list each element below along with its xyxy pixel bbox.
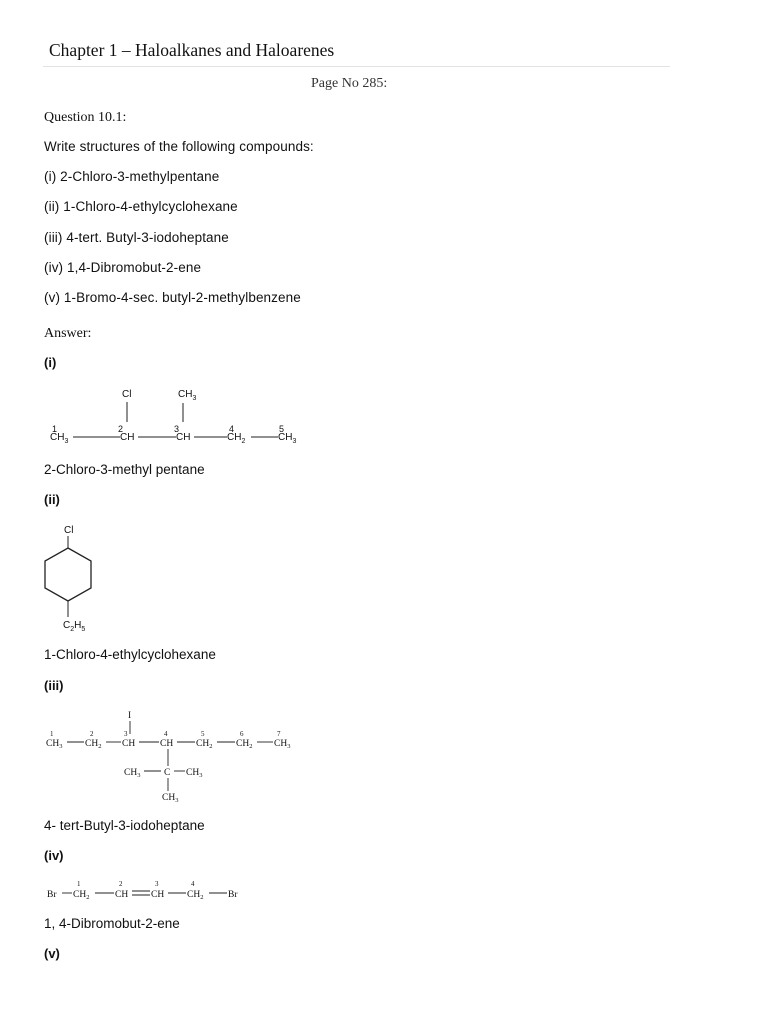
chlorine-label: Cl <box>122 389 132 400</box>
carbon-number: 2 <box>118 424 124 434</box>
part-iv-label: (iv) <box>44 848 64 863</box>
question-label: Question 10.1: <box>44 110 127 125</box>
chlorine-label: Cl <box>64 525 74 536</box>
carbon-number: 3 <box>155 880 159 888</box>
part-ii-caption: 1-Chloro-4-ethylcyclohexane <box>44 647 216 662</box>
ch3-group: $CH_3$ <box>124 768 141 779</box>
carbon-number: 1 <box>50 730 54 738</box>
carbon-number: 2 <box>119 880 123 888</box>
methyl-label: $CH_3$ <box>178 389 197 402</box>
ch3-group: $CH_3$ <box>274 739 291 750</box>
carbon-number: 1 <box>52 424 58 434</box>
carbon-number: 1 <box>77 880 81 888</box>
part-iii-caption: 4- tert-Butyl-3-iodoheptane <box>44 818 205 833</box>
bromine-label: Br <box>228 890 238 900</box>
question-item-3: (iii) 4-tert. Butyl-3-iodoheptane <box>44 230 229 245</box>
part-iii-label: (iii) <box>44 678 64 693</box>
carbon-number: 5 <box>201 730 205 738</box>
ch3-group: $CH_3$ <box>162 793 179 804</box>
ch3-group: $CH_3$ <box>50 432 69 445</box>
answer-label: Answer: <box>44 326 92 341</box>
ch-group: CH <box>120 432 135 443</box>
ch-group: CH <box>115 890 129 900</box>
part-i-caption: 2-Chloro-3-methyl pentane <box>44 462 205 477</box>
carbon-number: 4 <box>164 730 168 738</box>
question-prompt: Write structures of the following compounds: <box>44 139 314 154</box>
ch-group: CH <box>160 739 174 749</box>
ch-group: CH <box>176 432 191 443</box>
cyclohexane-ring <box>45 548 91 601</box>
ch3-group: $CH_3$ <box>278 432 297 445</box>
question-item-4: (iv) 1,4-Dibromobut-2-ene <box>44 260 202 275</box>
ch3-group: $CH_3$ <box>186 768 203 779</box>
part-i-label: (i) <box>44 355 57 370</box>
part-iv-caption: 1, 4-Dibromobut-2-ene <box>44 916 180 931</box>
question-item-2: (ii) 1-Chloro-4-ethylcyclohexane <box>44 199 238 214</box>
structure-1-chloro-4-ethylcyclohexane <box>40 522 120 637</box>
ch2-group: $CH_2$ <box>85 739 102 750</box>
ethyl-label: $C_2H_5$ <box>63 620 86 633</box>
structure-4-tert-butyl-3-iodoheptane <box>40 706 310 806</box>
iodine-label: I <box>128 711 132 721</box>
part-ii-label: (ii) <box>44 492 60 507</box>
carbon-number: 7 <box>277 730 281 738</box>
page-number: Page No 285: <box>311 76 388 91</box>
structure-1-4-dibromobut-2-ene <box>40 876 260 906</box>
ch-group: CH <box>122 739 136 749</box>
bromine-label: Br <box>47 890 57 900</box>
title-divider <box>43 66 670 67</box>
ch2-group: $CH_2$ <box>227 432 246 445</box>
question-item-5: (v) 1-Bromo-4-sec. butyl-2-methylbenzene <box>44 290 301 305</box>
ch2-group: $CH_2$ <box>73 890 90 901</box>
ch-group: CH <box>151 890 165 900</box>
ch2-group: $CH_2$ <box>196 739 213 750</box>
ch3-group: $CH_3$ <box>46 739 63 750</box>
carbon-number: 2 <box>90 730 94 738</box>
carbon-number: 4 <box>191 880 195 888</box>
chapter-title: Chapter 1 – Haloalkanes and Haloarenes <box>49 40 335 60</box>
structure-2-chloro-3-methylpentane <box>40 382 320 452</box>
question-item-1: (i) 2-Chloro-3-methylpentane <box>44 169 220 184</box>
carbon-number: 6 <box>240 730 244 738</box>
quaternary-carbon: C <box>164 768 171 778</box>
carbon-number: 4 <box>229 424 235 434</box>
ch2-group: $CH_2$ <box>187 890 204 901</box>
carbon-number: 3 <box>124 730 128 738</box>
carbon-number: 5 <box>279 424 285 434</box>
ch2-group: $CH_2$ <box>236 739 253 750</box>
part-v-label: (v) <box>44 946 60 961</box>
carbon-number: 3 <box>174 424 180 434</box>
